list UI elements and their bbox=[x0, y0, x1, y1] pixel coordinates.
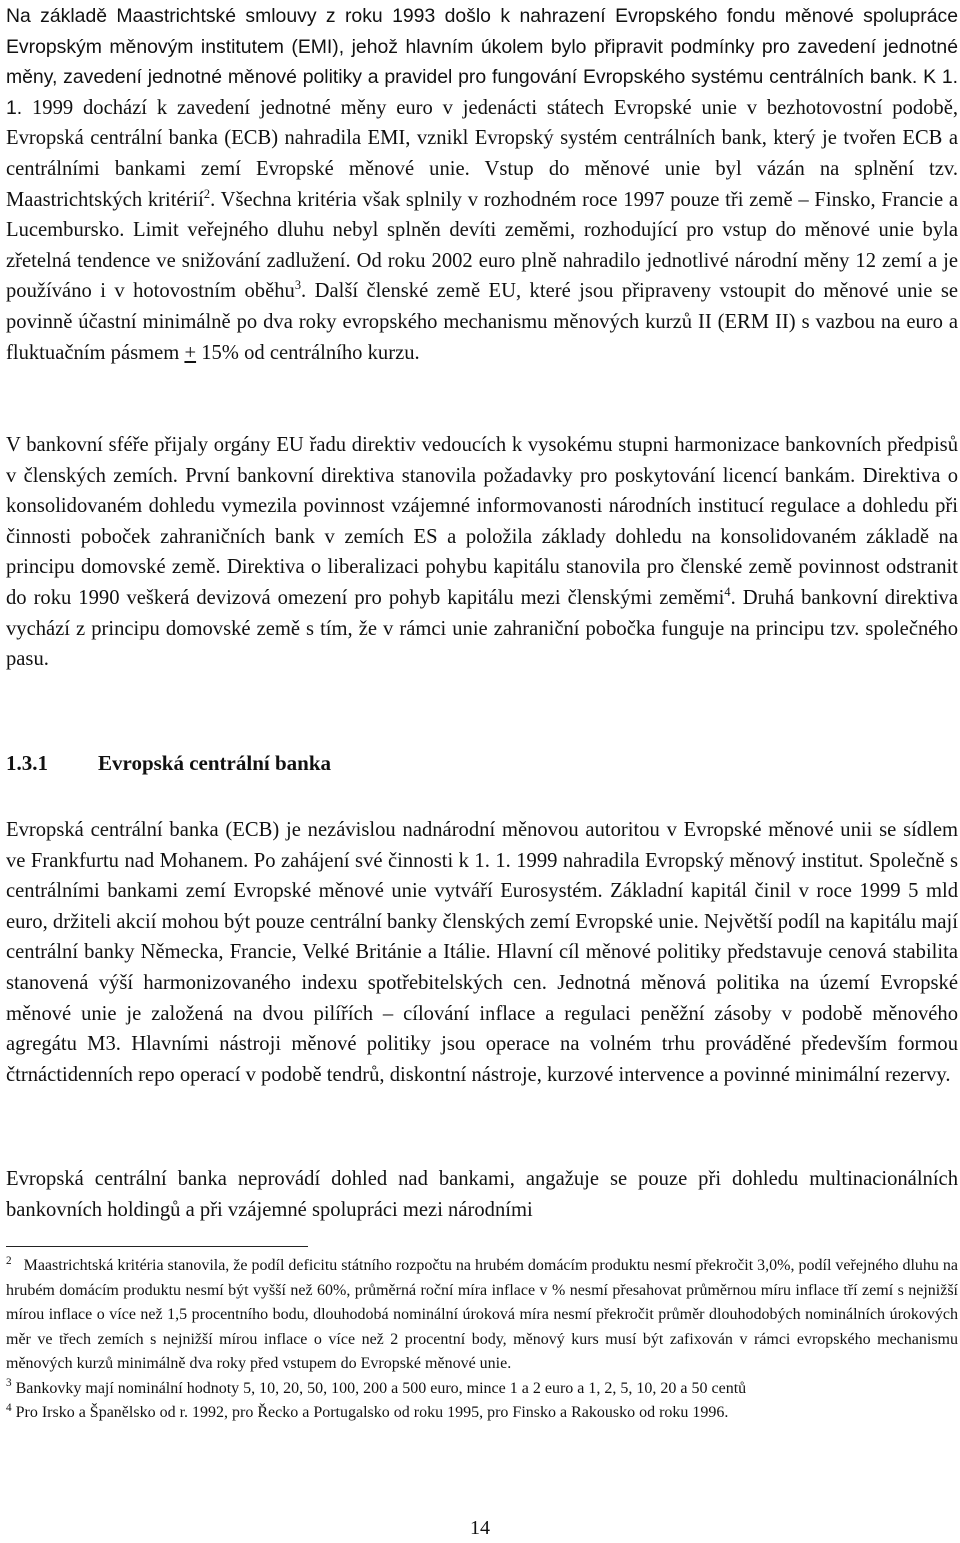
page-number: 14 bbox=[470, 1517, 490, 1539]
paragraph-maastricht-text-4: 15% od centrálního kurzu. bbox=[196, 341, 420, 364]
footnote-mark: 3 bbox=[6, 1377, 12, 1390]
footnote-text: Maastrichtská kritéria stanovila, že podíl deficitu státního rozpočtu na hrubém domácím produktu nesmí překročit 3,0%, podíl veřejného dluhu na hrubém domácím produktu nesmí být vyšší než 60%, průměrná roční míra inflace v % nesmí přesahovat průměrnou míru inflace tří zemí s nejnižší mírou inflace o více než 1,5 procentního bodu, dlouhodobá nominální úroková míra nesmí překročit průměr dlouhodobých nominálních úrokových měr ve třech zemích s nejnižší mírou inflace o více než 2 procentní body, měnový kurs musí být zafixován v rámci evropského mechanismu měnových kurzů minimálně dva roky před vstupem do Evropské měnové unie. bbox=[6, 1257, 959, 1372]
footnotes bbox=[6, 1254, 958, 1426]
paragraph-maastricht-intro: Na základě Maastrichtské smlouvy z roku 1993 došlo k nahrazení Evropského fondu měnové spolupráce Evropským měnovým institutem (EMI), jehož hlavním úkolem bylo připravit podmínky pro zavedení jednotné měny, zavedení jednotné měnové politiky a pravidel pro fungování Evropského systému centrálních bank. K 1. 1. bbox=[6, 5, 958, 119]
footnote-text: Bankovky mají nominální hodnoty 5, 10, 20, 50, 100, 200 a 500 euro, mince 1 a 2 euro a 1, 2, 5, 10, 20 a 50 centů bbox=[15, 1379, 747, 1397]
paragraph-maastricht-text-3: . Další členské země EU, které jsou připraveny vstoupit do měnové unie se povinně účastní minimálně po dva roky evropského mechanismu měnových kurzů II (ERM II) s vazbou na euro a fluktuačním pásmem bbox=[6, 280, 958, 364]
paragraph-ecb: Evropská centrální banka (ECB) je nezávislou nadnárodní měnovou autoritou v Evropské měnové unii se sídlem ve Frankfurtu nad Mohanem. Po zahájení své činnosti k 1. 1. 1999 nahradila Evropský měnový institut. Společně s centrálními bankami zemí Evropské měnové unie vytváří Eurosystém. Základní kapitál činil v roce 1999 5 mld euro, držiteli akcií mohou být pouze centrální banky členských zemí Evropské unie. Největší podíl na kapitálu mají centrální banky Německa, Francie, Velké Británie a Itálie. Hlavní cíl měnové politiky představuje cenová stabilita stanovená výší harmonizovaného indexu spotřebitelských cen. Jednotná měnová politika na území Evropské měnové unie je založená na dvou pilířích – cílování inflace a regulaci peněžní zásoby v podobě měnového agregátu M3. Hlavními nástroji měnové politiky jsou operace na volném trhu prováděné především formou čtrnáctidenních repo operací v podobě tendrů, diskontní nástroje, kurzové intervence a povinné minimální rezervy. bbox=[6, 819, 958, 1086]
plus-minus-sign: + bbox=[184, 341, 197, 364]
section-number: 1.3.1 bbox=[6, 751, 48, 775]
footnote-ref-3[interactable]: 3 bbox=[294, 278, 302, 293]
footnote-ref-2[interactable]: 2 bbox=[203, 186, 211, 201]
footnote-mark: 4 bbox=[6, 1401, 12, 1414]
footnote-4 bbox=[6, 1401, 958, 1426]
paragraph-banking-text-2: . Druhá bankovní direktiva vychází z principu domovské země s tím, že v rámci unie zahraniční pobočka funguje na principu tzv. společného pasu. bbox=[6, 586, 958, 671]
paragraph-maastricht-text-2: . Všechna kritéria však splnily v rozhodném roce 1997 pouze tři země – Finsko, Francie a Lucembursko. Limit veřejného dluhu nebyl splněn devíti zeměmi, rozhodující pro vstup do měnové unie byla zřetelná tendence ve snižování zadlužení. Od roku 2002 euro plně nahradilo jednotlivé národní měny 12 zemí a je používáno i v hotovostním oběhu bbox=[6, 188, 958, 303]
paragraph-ecb-supervision: Evropská centrální banka neprovádí dohled nad bankami, angažuje se pouze při dohledu multinacionálních bankovních holdingů a při vzájemné spolupráci mezi národními bbox=[6, 1168, 958, 1221]
paragraph-maastricht bbox=[6, 1, 958, 368]
footnote-separator bbox=[6, 1246, 308, 1247]
footnote-2 bbox=[6, 1254, 958, 1377]
footnote-text: Pro Irsko a Španělsko od r. 1992, pro Řecko a Portugalsko od roku 1995, pro Finsko a Rakousko od roku 1996. bbox=[15, 1404, 729, 1421]
paragraph-banking-text: V bankovní sféře přijaly orgány EU řadu direktiv vedoucích k vysokému stupni harmonizace bankovních předpisů v členských zemích. První bankovní direktiva stanovila požadavky pro poskytování licencí bankám. Direktiva o konsolidovaném dohledu vymezila povinnost vzájemné informovanosti národních institucí regulace a dohledu při činnosti poboček zahraničních bank v zemích ES a položila základy dohledu na konsolidovaném základě na principu domovské země. Direktiva o liberalizaci pohybu kapitálu stanovila pro členské země povinnost odstranit do roku 1990 veškerá devizová omezení pro pohyb kapitálu mezi členskými zeměmi bbox=[6, 434, 958, 609]
paragraph-maastricht-text: 1999 dochází k zavedení jednotné měny euro v jedenácti státech Evropské unie v bezhotovostní podobě, Evropská centrální banka (ECB) nahradila EMI, vznikl Evropský systém centrálních bank, který je tvořen ECB a centrálními bankami zemí Evropské měnové unie. Vstup do měnové unie byl vázán na splnění tzv. Maastrichtských kritérií bbox=[6, 96, 958, 211]
footnote-mark: 2 bbox=[6, 1254, 12, 1267]
section-heading bbox=[6, 748, 331, 778]
footnote-ref-4[interactable]: 4 bbox=[724, 585, 731, 600]
paragraph-banking-directives bbox=[6, 430, 958, 675]
footnote-3 bbox=[6, 1377, 958, 1402]
section-title: Evropská centrální banka bbox=[98, 751, 331, 775]
